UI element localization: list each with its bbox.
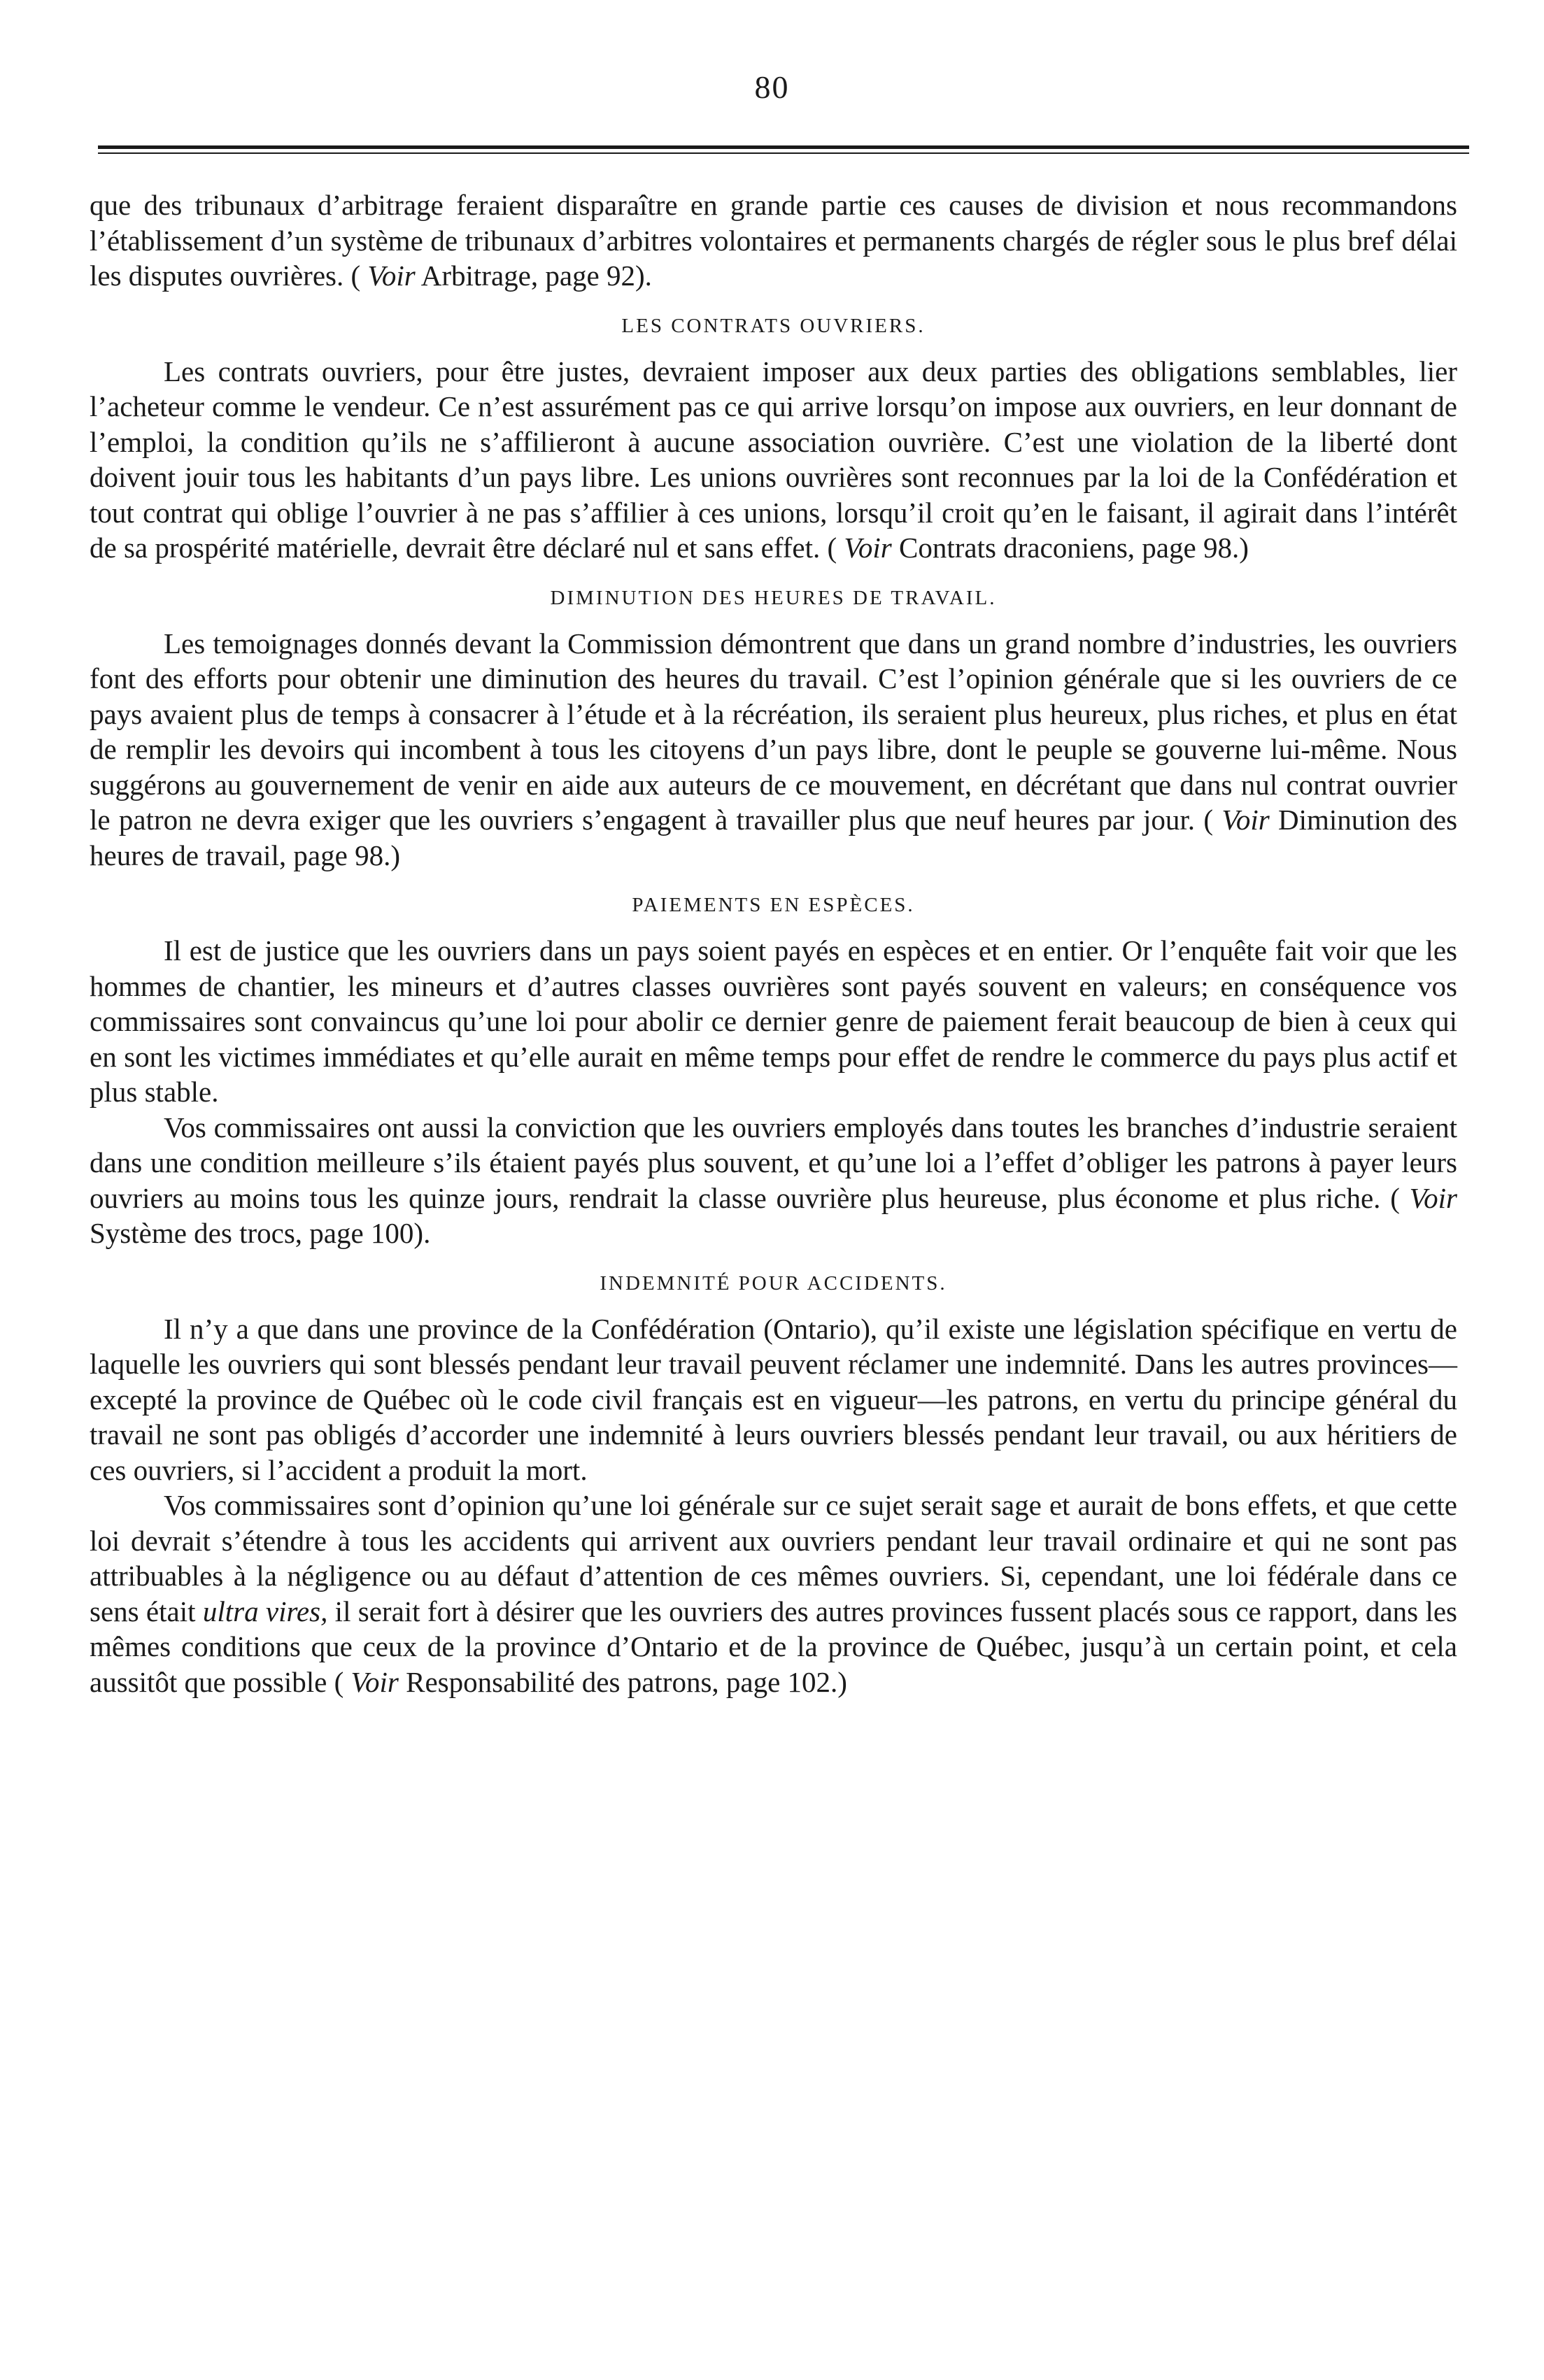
paragraph-text: Il est de justice que les ouvriers dans un pays soient payés en espèces et en entier. Or l’enquête fait voir que les hommes de chantier, les mineurs et d’autres classes ouvrières sont payés souvent en valeurs; en conséquence vos commissaires sont convaincus qu’une loi pour abolir ce dernier genre de paiement ferait beaucoup de bien à ceux qui en sont les victimes immédiates et qu’elle aurait en même temps pour effet de rendre le commerce du pays plus actif et plus stable.: [90, 934, 1457, 1108]
ref-see: Voir: [1409, 1181, 1458, 1214]
section-heading-heures: DIMINUTION DES HEURES DE TRAVAIL.: [550, 586, 997, 609]
paragraph-text-after: il serait fort à désirer que les ouvriers des autres provinces fussent placés sous ce rapport, dans les mêmes conditions que ceux de la province d’Ontario et de la province de Québec, jusqu’à un certain point, et cela aussitôt que possible: [90, 1595, 1458, 1698]
intro-ref-open: (: [350, 259, 361, 292]
intro-text: que des tribunaux d’arbitrage feraient disparaître en grande partie ces causes de division et nous recommandons l’établissement d’un système de tribunaux d’arbitres volontaires et permanents chargés de régler sous le plus bref délai les disputes ouvrières.: [90, 189, 1457, 292]
ref-text: Diminution des heures de travail, page 98.): [90, 804, 1458, 871]
paragraph-paiements-2: [90, 1110, 1457, 1251]
paragraph-paiements-1: [90, 933, 1457, 1110]
paragraph-text: Vos commissaires sont d’opinion qu’une loi générale sur ce sujet serait sage et aurait de bons effets, et que cette loi devrait s’étendre à tous les accidents qui arrivent aux ouvriers pendant leur travail ordinaire et qui ne sont pas attribuables à la négligence ou au défaut d’attention de ces mêmes ouvriers. Si, cependant, une loi fédérale dans ce sens était: [90, 1489, 1457, 1627]
paragraph-text: Vos commissaires ont aussi la conviction que les ouvriers employés dans toutes les branches d’industrie seraient dans une condition meilleure s’ils étaient payés plus souvent, et qu’une loi a l’effet d’obliger les patrons à payer leurs ouvriers au moins tous les quinze jours, rendrait la classe ouvrière plus heureuse, plus économe et plus riche.: [90, 1111, 1457, 1214]
ref-open: (: [827, 532, 837, 564]
ref-see: Voir: [1221, 804, 1270, 836]
header-rule-thick: [98, 145, 1469, 149]
ref-open: (: [334, 1665, 344, 1698]
ref-open: (: [1390, 1181, 1400, 1214]
page-number: 80: [754, 69, 790, 105]
paragraph-text: Les contrats ouvriers, pour être justes, devraient imposer aux deux parties des obligations semblables, lier l’acheteur comme le vendeur. Ce n’est assurément pas ce qui arrive lorsqu’on impose aux ouvriers, en leur donnant de l’emploi, la condition qu’ils ne s’affilieront à aucune association ouvrière. C’est une violation de la liberté dont doivent jouir tous les habitants d’un pays libre. Les unions ouvrières sont reconnues par la loi de la Confédération et tout contrat qui oblige l’ouvrier à ne pas s’affilier à ces unions, lorsqu’il croit qu’en le faisant, il agirait dans l’intérêt de sa prospérité matérielle, devrait être déclaré nul et sans effet.: [90, 355, 1457, 564]
intro-paragraph: [90, 187, 1457, 294]
ref-open: (: [1203, 804, 1214, 836]
paragraph-indemnite-2: [90, 1488, 1457, 1700]
section-heading-paiements: PAIEMENTS EN ESPÈCES.: [632, 894, 915, 916]
paragraph-indemnite-1: [90, 1311, 1457, 1488]
paragraph-text: Les temoignages donnés devant la Commission démontrent que dans un grand nombre d’industries, les ouvriers font des efforts pour obtenir une diminution des heures du travail. C’est l’opinion générale que si les ouvriers de ce pays avaient plus de temps à consacrer à l’étude et à la récréation, ils seraient plus heureux, plus riches, et plus en état de remplir les devoirs qui incombent à tous les citoyens d’un pays libre, dont le peuple se gouverne lui-même. Nous suggérons au gouvernement de venir en aide aux auteurs de ce mouvement, en décrétant que dans nul contrat ouvrier le patron ne devra exiger que les ouvriers s’engagent à travailler plus que neuf heures par jour.: [90, 627, 1457, 836]
paragraph-heures: [90, 626, 1457, 874]
intro-ref-text: Arbitrage, page 92).: [420, 259, 652, 292]
ref-text: Contrats draconiens, page 98.): [899, 532, 1249, 564]
section-heading-contrats: LES CONTRATS OUVRIERS.: [621, 314, 926, 337]
paragraph-text: Il n’y a que dans une province de la Confédération (Ontario), qu’il existe une législation spécifique en vertu de laquelle les ouvriers qui sont blessés pendant leur travail peuvent réclamer une indemnité. Dans les autres provinces—excepté la province de Québec où le code civil français est en vigueur—les patrons, en vertu du principe général du travail ne sont pas obligés d’accorder une indemnité à leurs ouvriers blessés pendant leur travail, ou aux héritiers de ces ouvriers, si l’accident a produit la mort.: [90, 1312, 1457, 1486]
ref-see: Voir: [350, 1665, 399, 1698]
emphasis-ultra-vires: ultra vires,: [202, 1595, 328, 1627]
ref-text: Système des trocs, page 100).: [90, 1217, 431, 1249]
header-rule-thin: [98, 152, 1469, 154]
paragraph-contrats: [90, 354, 1457, 566]
intro-ref-see: Voir: [367, 259, 416, 292]
ref-text: Responsabilité des patrons, page 102.): [406, 1665, 847, 1698]
section-heading-indemnite: INDEMNITÉ POUR ACCIDENTS.: [600, 1271, 947, 1295]
body-text: [90, 187, 1457, 1700]
ref-see: Voir: [844, 532, 892, 564]
